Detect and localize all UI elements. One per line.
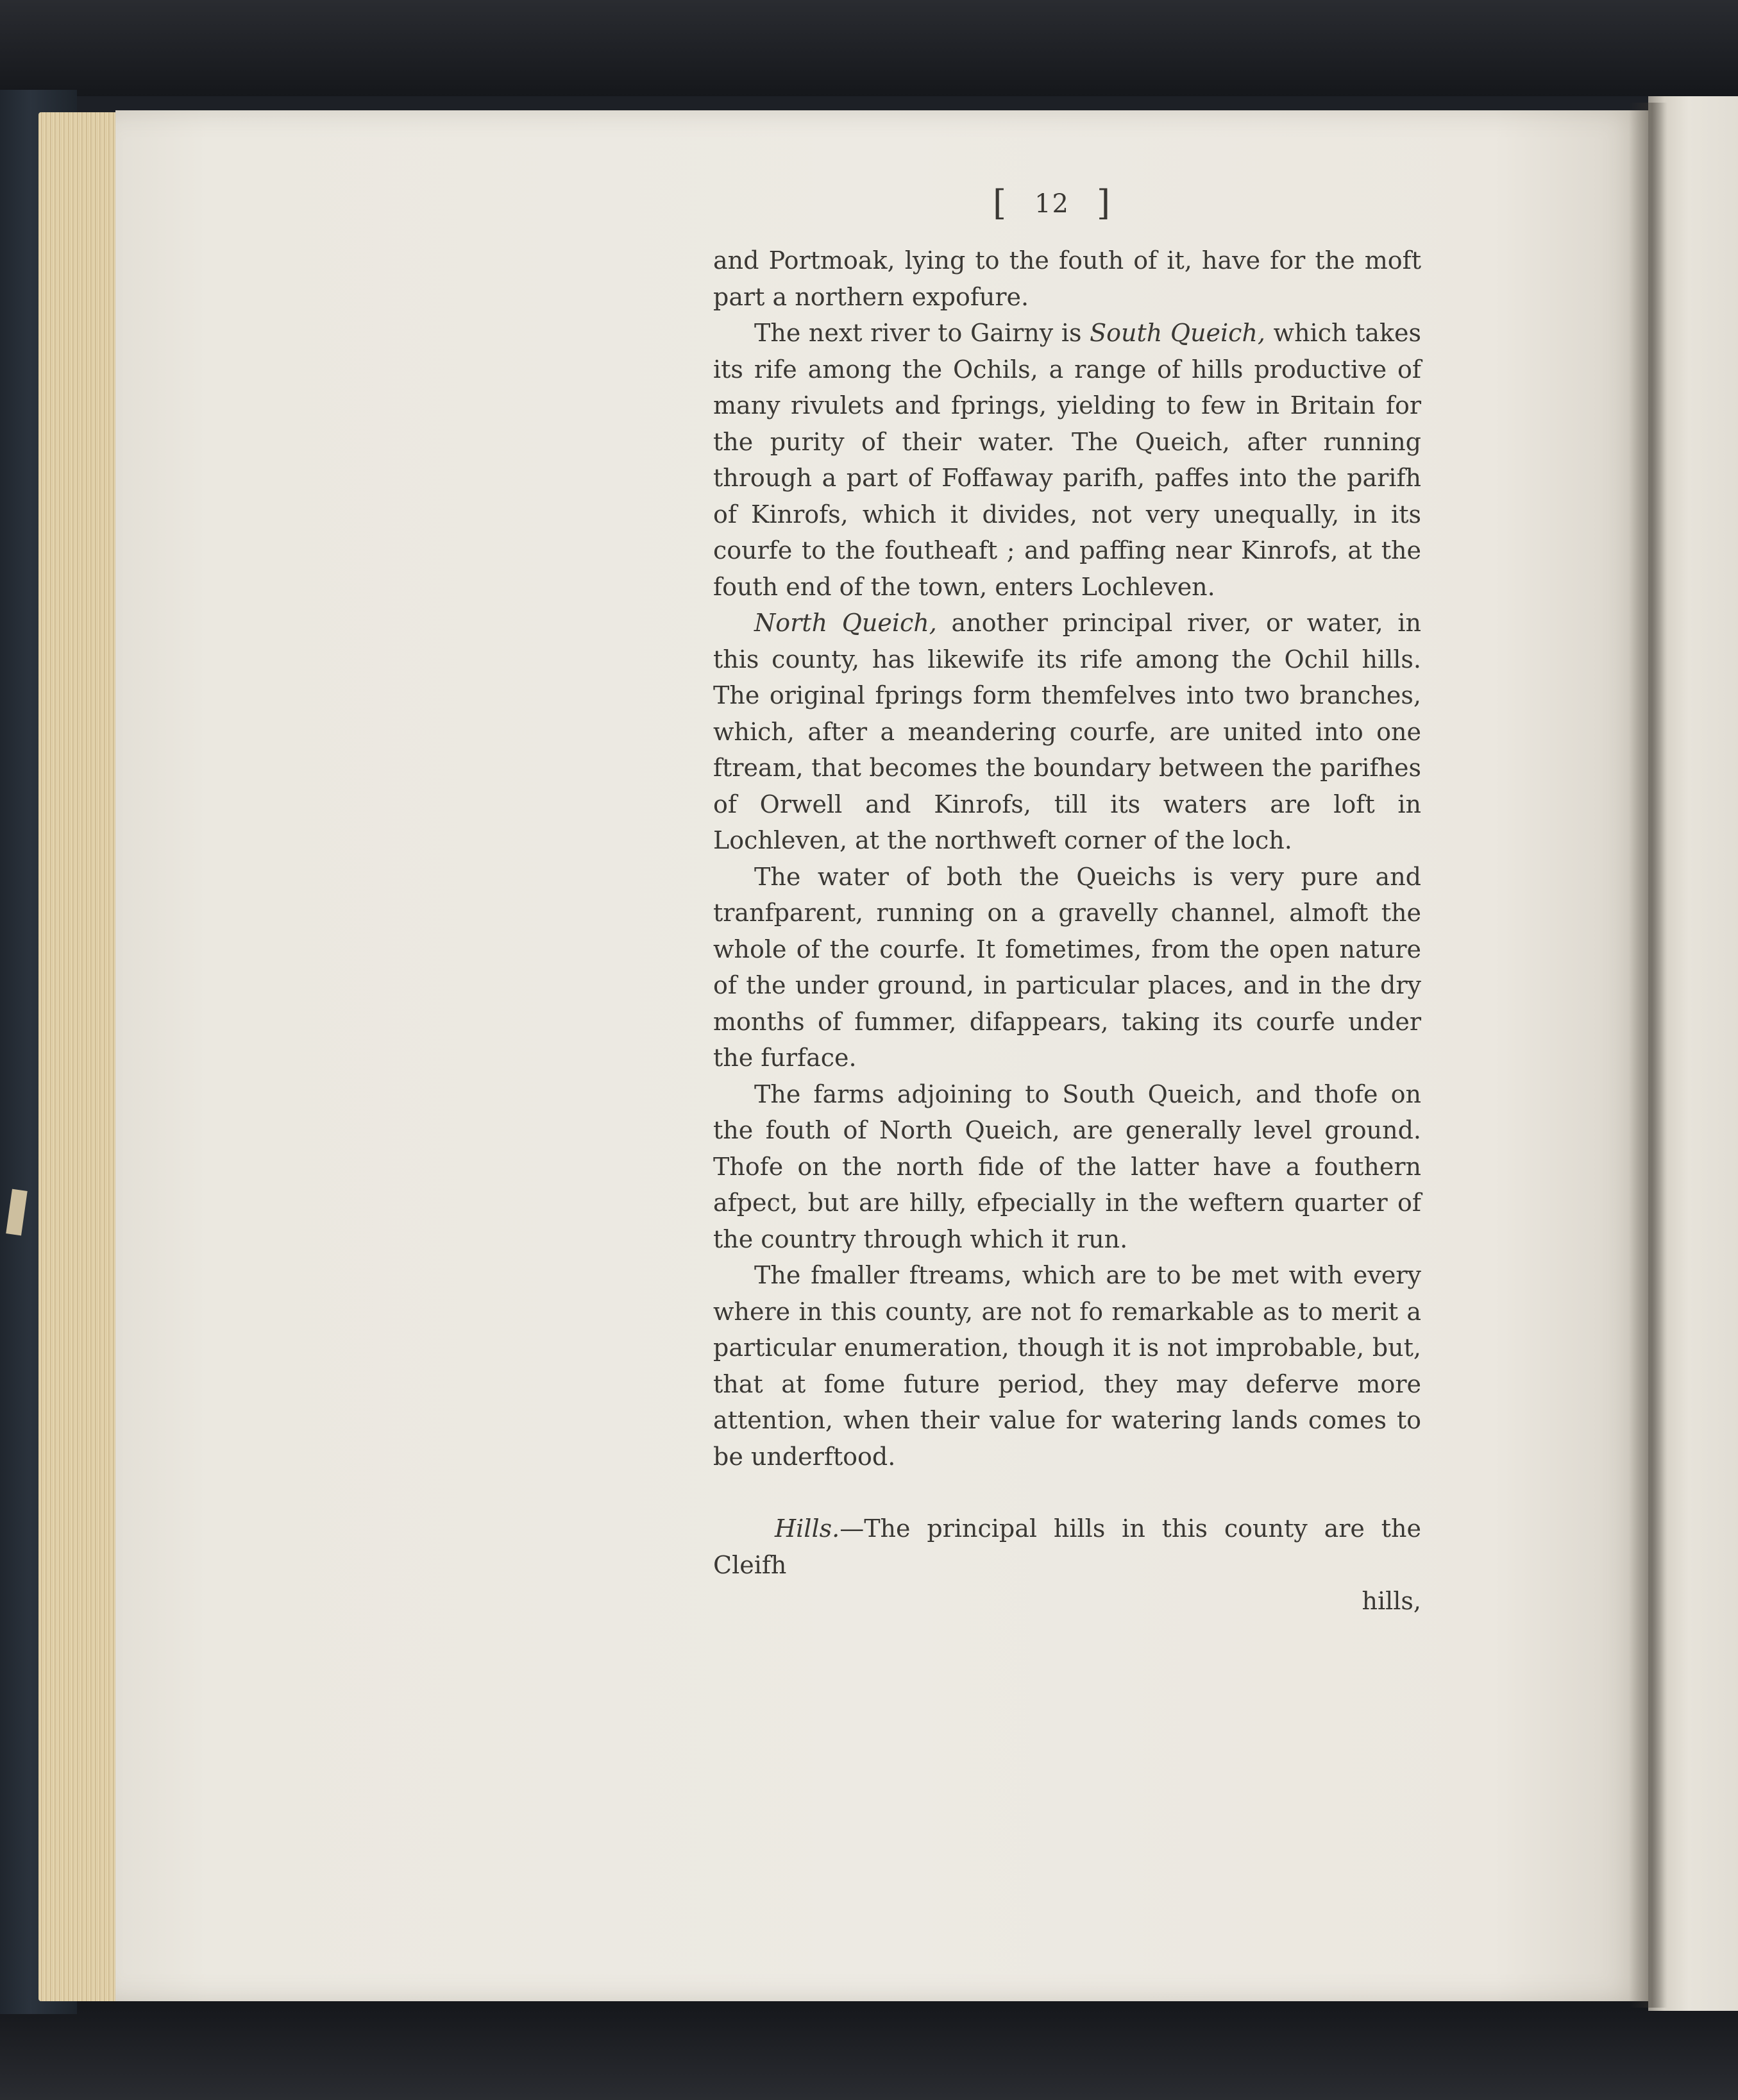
bracket-left: [ <box>993 183 1008 223</box>
hills-section <box>713 1511 1421 1583</box>
paragraph-2-body: which takes its rife among the Ochils, a range of hills productive of many rivulets and fprings, yielding to few in Britain for the purity of their water. The Queich, after running through a part of Foffaway parifh, paffes into the parifh of Kinrofs, which it divides, not very unequally, in its courfe to the foutheaft ; and paffing near Kinrofs, at the fouth end of the town, enters Lochleven. <box>713 319 1421 601</box>
river-name-south-queich: South Queich, <box>1090 319 1265 347</box>
paragraph-1: and Portmoak, lying to the fouth of it, have for the moft part a northern expofure. <box>713 246 1421 311</box>
paragraph-2-lead: The next river to Gairny is <box>754 319 1090 347</box>
paragraph-3 <box>713 605 1421 859</box>
body-text <box>713 242 1421 1620</box>
catchword: hills, <box>1362 1587 1421 1615</box>
background-top <box>0 0 1738 96</box>
hills-heading: Hills. <box>775 1514 840 1543</box>
gutter-shadow <box>1629 103 1667 2008</box>
page-number-value: 12 <box>1034 189 1070 219</box>
background-bottom <box>0 2001 1738 2100</box>
paragraph-2 <box>713 315 1421 605</box>
page-number <box>993 183 1111 223</box>
section-spacer <box>713 1475 1421 1511</box>
paragraph-6: The fmaller ftreams, which are to be met with every where in this county, are not fo remarkable as to merit a particular enumeration, though it is not improbable, but, that at fome future period, they may deferve more attention, when their value for watering lands comes to be underftood. <box>713 1261 1421 1471</box>
bracket-right: ] <box>1096 183 1112 223</box>
paragraph-4: The water of both the Queichs is very pure and tranfparent, running on a gravelly channel, almoft the whole of the courfe. It fometimes, from the open nature of the under ground, in particular places, and in the dry months of fummer, difappears, taking its courfe under the furface. <box>713 862 1421 1072</box>
river-name-north-queich: North Queich, <box>754 609 937 637</box>
paragraph-5: The farms adjoining to South Queich, and thofe on the fouth of North Queich, are generally level ground. Thofe on the north fide of the latter have a fouthern afpect, but are hilly, efpecially in the weftern quarter of the country through which it run. <box>713 1080 1421 1253</box>
page-edges <box>38 112 122 2001</box>
paragraph-3-body: another principal river, or water, in this county, has likewife its rife among the Ochil hills. The original fprings form themfelves into two branches, which, after a meandering courfe, are united into one ftream, that becomes the boundary between the parifhes of Orwell and Kinrofs, till its waters are loft in Lochleven, at the northweft corner of the loch. <box>713 609 1421 854</box>
hills-text: —The principal hills in this county are the Cleifh <box>713 1514 1421 1579</box>
